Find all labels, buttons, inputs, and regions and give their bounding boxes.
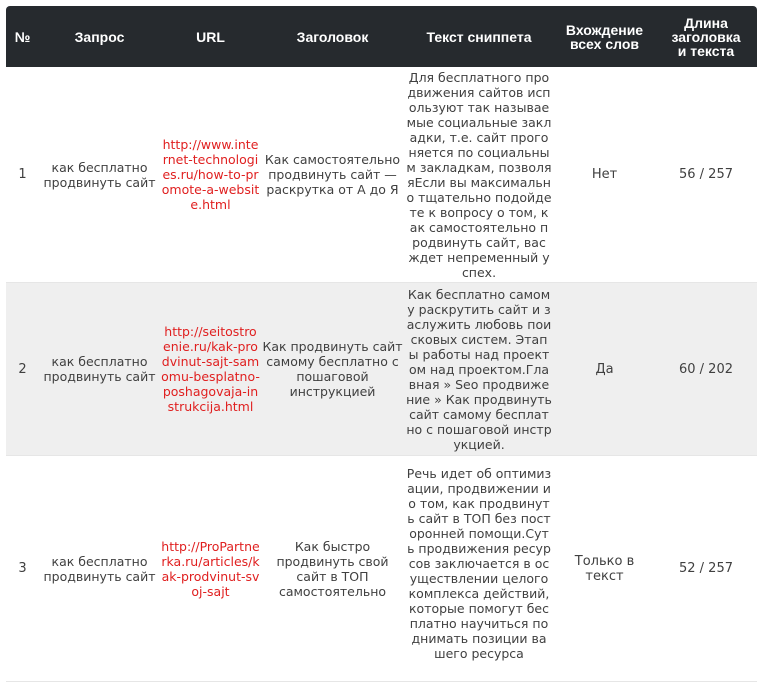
row-length: 56 / 257: [655, 67, 757, 283]
row-num: 3: [6, 456, 39, 682]
header-url: URL: [160, 6, 261, 67]
row-snippet: Речь идет об оптимизации, продвижении и о том, как продвинуть сайт в ТОП без посторонней помощи.Суть продвижения ресурсов заключается в осуществлении целого комплекса действий, которые помогут бесплатно научиться поднимать позиции вашего ресурса: [404, 456, 554, 682]
header-length: [655, 6, 757, 67]
header-match-line1: Вхождение: [565, 21, 644, 38]
header-snippet: Текст сниппета: [404, 6, 554, 67]
row-match: Нет: [554, 67, 655, 283]
table-header-row: [6, 6, 757, 67]
header-length-line3: и текста: [677, 42, 735, 59]
row-match: Только в текст: [554, 456, 655, 682]
row-query: как бесплатно продвинуть сайт: [39, 456, 160, 682]
row-match: Да: [554, 283, 655, 456]
results-table: [6, 6, 757, 682]
row-title: Как самостоятельно продвинуть сайт — раскрутка от А до Я: [261, 67, 404, 283]
row-title: Как продвинуть сайт самому бесплатно с пошаговой инструкцией: [261, 283, 404, 456]
row-snippet: Для бесплатного продвижения сайтов используют так называемые социальные закладки, т.е. сайт прогоняется по социальным закладкам, позволяяЕсли вы максимально тщательно подойдете к вопросу о том, как самостоятельно продвинуть сайт, вас ждет непременный успех.: [404, 67, 554, 283]
row-num: 1: [6, 67, 39, 283]
table-row: [6, 456, 757, 682]
row-title: Как быстро продвинуть свой сайт в ТОП самостоятельно: [261, 456, 404, 682]
row-snippet: Как бесплатно самому раскрутить сайт и заслужить любовь поисковых систем. Этапы работы над проектом над проектом.Главная » Seo продвижение » Как продвинуть сайт самому бесплатно с пошаговой инструкцией.: [404, 283, 554, 456]
header-match-line2: всех слов: [570, 35, 639, 52]
header-num: №: [6, 6, 39, 67]
row-url-link[interactable]: http://ProPartnerka.ru/articles/kak-prodvinut-svoj-sajt: [160, 456, 261, 682]
row-url-link[interactable]: http://seitostroenie.ru/kak-prodvinut-sajt-samomu-besplatno-poshagovaja-instrukcija.html: [160, 283, 261, 456]
header-query: Запрос: [39, 6, 160, 67]
row-length: 60 / 202: [655, 283, 757, 456]
row-num: 2: [6, 283, 39, 456]
header-match: [554, 6, 655, 67]
table-row: [6, 283, 757, 456]
table-row: [6, 67, 757, 283]
row-length: 52 / 257: [655, 456, 757, 682]
results-table-container: [6, 6, 757, 682]
header-length-line2: заголовка: [671, 28, 741, 45]
header-length-line1: Длина: [684, 14, 728, 31]
header-title: Заголовок: [261, 6, 404, 67]
row-query: как бесплатно продвинуть сайт: [39, 283, 160, 456]
row-query: как бесплатно продвинуть сайт: [39, 67, 160, 283]
row-url-link[interactable]: http://www.internet-technologies.ru/how-to-promote-a-website.html: [160, 67, 261, 283]
